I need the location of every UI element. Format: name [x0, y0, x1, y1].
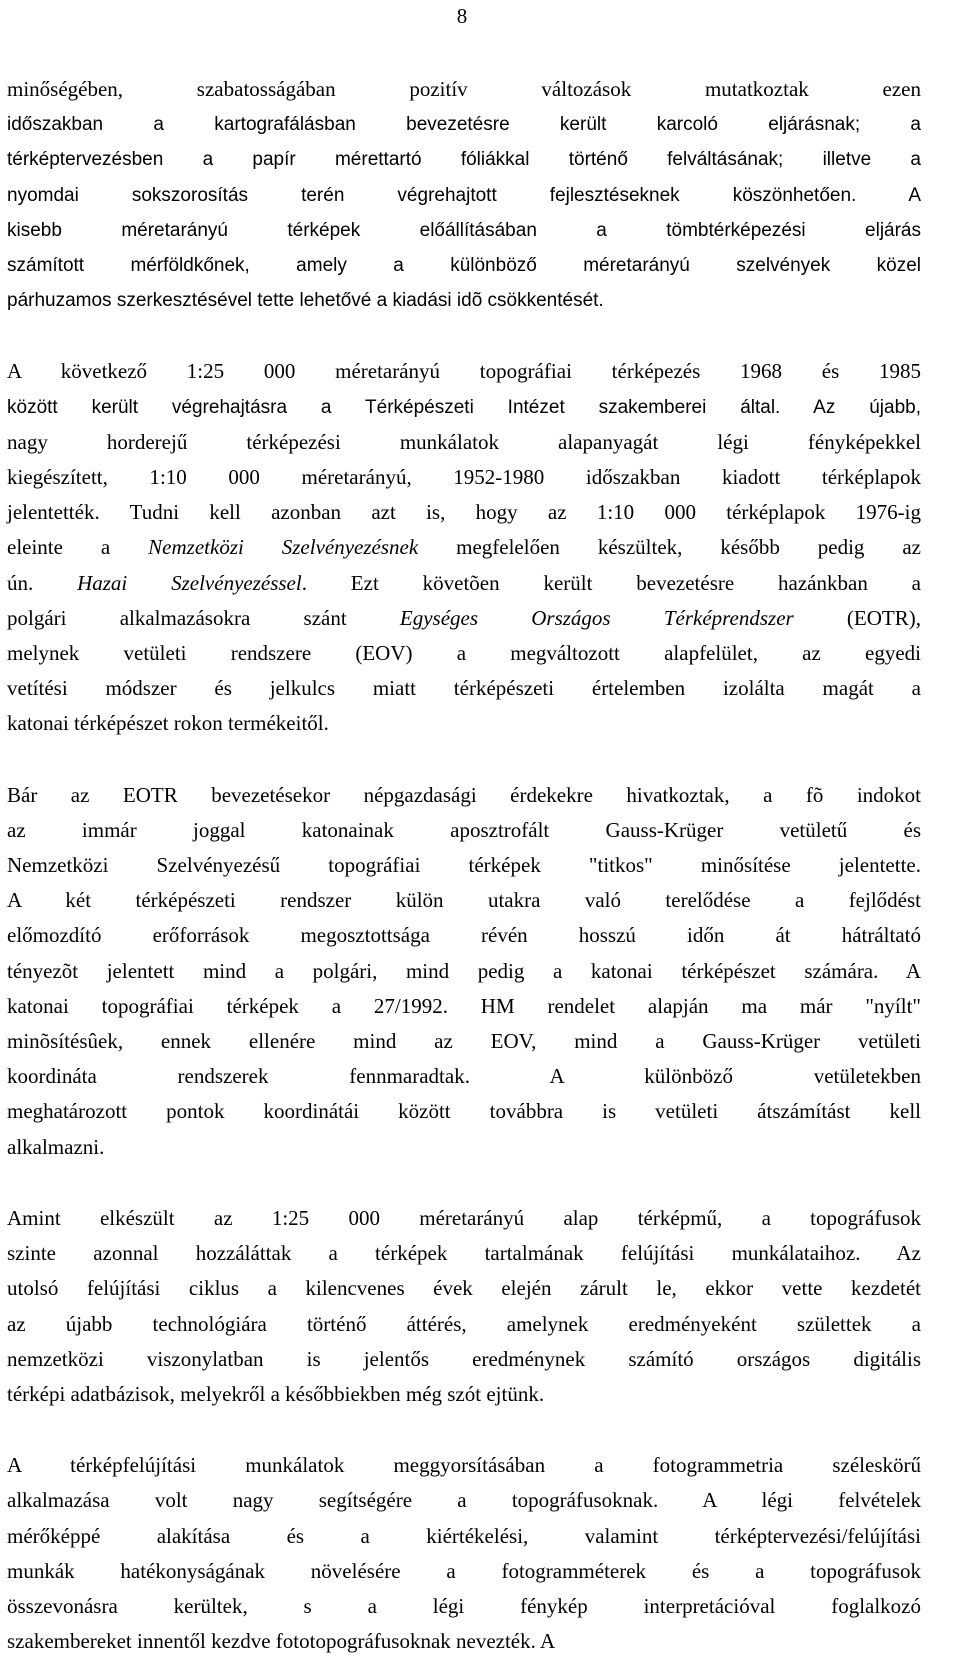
italic-term: Hazai Szelvényezéssel [77, 570, 302, 595]
text-segment: . Ezt követõen került bevezetésre hazánkban a [301, 570, 921, 595]
text-line: melynek vetületi rendszere (EOV) a megváltozott alapfelület, az egyedi [7, 641, 921, 666]
text-line: tényezõt jelentett mind a polgári, mind pedig a katonai térképészet számára. A [7, 958, 921, 983]
paragraph [7, 354, 921, 741]
text-line: jelentették. Tudni kell azonban azt is, hogy az 1:10 000 térképlapok 1976-ig [7, 500, 921, 525]
text-line: szakembereket innentől kezdve fototopográfusoknak nevezték. A [7, 1629, 556, 1654]
text-line: időszakban a kartografálásban bevezetésre került karcoló eljárásnak; a [7, 114, 921, 136]
text-line: meghatározott pontok koordinátái között továbbra is vetületi átszámítást kell [7, 1099, 921, 1124]
text-line: Nemzetközi Szelvényezésű topográfiai térképek "titkos" minősítése jelentette. [7, 853, 921, 878]
italic-term: Nemzetközi Szelvényezésnek [148, 535, 419, 560]
text-line: minõsítésûek, ennek ellenére mind az EOV, mind a Gauss-Krüger vetületi [7, 1029, 921, 1054]
paragraph [7, 72, 921, 318]
text-segment: megfelelően készültek, később pedig az [418, 535, 921, 560]
text-line: koordináta rendszerek fennmaradtak. A különböző vetületekben [7, 1064, 921, 1089]
text-line: számított mérföldkőnek, amely a különböző méretarányú szelvények közel [7, 255, 921, 277]
text-segment: ún. [7, 570, 78, 595]
text-line: kiegészített, 1:10 000 méretarányú, 1952-1980 időszakban kiadott térképlapok [7, 465, 921, 490]
text-line: előmozdító erőforrások megosztottsága révén hosszú időn át hátráltató [7, 923, 921, 948]
text-line [7, 601, 921, 636]
text-line: Amint elkészült az 1:25 000 méretarányú alap térképmű, a topográfusok [7, 1205, 921, 1230]
text-line: A két térképészeti rendszer külön utakra való terelődése a fejlődést [7, 888, 921, 913]
text-line: A következő 1:25 000 méretarányú topográfiai térképezés 1968 és 1985 [7, 359, 921, 384]
text-line: katonai térképészet rokon termékeitől. [7, 711, 329, 736]
text-line: párhuzamos szerkesztésével tette lehetővé a kiadási idõ csökkentését. [7, 290, 604, 312]
text-line: kisebb méretarányú térképek előállításában a tömbtérképezési eljárás [7, 219, 921, 241]
text-segment: eleinte a [7, 535, 149, 560]
text-line: összevonásra kerültek, s a légi fénykép interpretációval foglalkozó [7, 1593, 921, 1618]
text-line: között került végrehajtásra a Térképészeti Intézet szakemberei által. Az újabb, [7, 396, 921, 418]
text-line [7, 566, 921, 601]
page-number: 8 [456, 4, 468, 28]
text-segment: polgári alkalmazásokra szánt [7, 605, 400, 630]
paragraph [7, 778, 921, 1165]
text-line: minőségében, szabatosságában pozitív változások mutatkoztak ezen [7, 77, 921, 101]
text-line: Bár az EOTR bevezetésekor népgazdasági érdekekre hivatkoztak, a fõ indokot [7, 782, 921, 807]
text-line: katonai topográfiai térképek a 27/1992. HM rendelet alapján ma már "nyílt" [7, 993, 921, 1018]
text-line [7, 530, 921, 565]
text-line: munkák hatékonyságának növelésére a fotogramméterek és a topográfusok [7, 1558, 921, 1583]
text-line: térképtervezésben a papír mérettartó fóliákkal történő felváltásának; illetve a [7, 149, 921, 171]
text-line: az újabb technológiára történő áttérés, amelynek eredményeként születtek a [7, 1311, 921, 1336]
text-line: vetítési módszer és jelkulcs miatt térképészeti értelemben izolálta magát a [7, 676, 921, 701]
text-line: nyomdai sokszorosítás terén végrehajtott fejlesztéseknek köszönhetően. A [7, 184, 921, 206]
text-line: mérőképpé alakítása és a kiértékelési, valamint térképtervezési/felújítási [7, 1523, 921, 1548]
text-line: nagy horderejű térképezési munkálatok alapanyagát légi fényképekkel [7, 429, 921, 454]
text-line: szinte azonnal hozzáláttak a térképek tartalmának felújítási munkálataihoz. Az [7, 1241, 921, 1266]
text-segment: (EOTR), [793, 605, 921, 630]
text-line: alkalmazni. [7, 1134, 105, 1159]
text-line: az immár joggal katonainak aposztrofált Gauss-Krüger vetületű és [7, 817, 921, 842]
text-line: utolsó felújítási ciklus a kilencvenes évek elején zárult le, ekkor vette kezdetét [7, 1276, 921, 1301]
text-line: térképi adatbázisok, melyekről a későbbiekben még szót ejtünk. [7, 1381, 545, 1406]
body-text [7, 72, 921, 1659]
text-line: A térképfelújítási munkálatok meggyorsításában a fotogrammetria széleskörű [7, 1453, 921, 1478]
text-line: alkalmazása volt nagy segítségére a topográfusoknak. A légi felvételek [7, 1488, 921, 1513]
text-line: nemzetközi viszonylatban is jelentős eredménynek számító országos digitális [7, 1346, 921, 1371]
paragraph [7, 1201, 921, 1412]
paragraph [7, 1448, 921, 1659]
italic-term: Egységes Országos Térképrendszer [399, 605, 794, 630]
